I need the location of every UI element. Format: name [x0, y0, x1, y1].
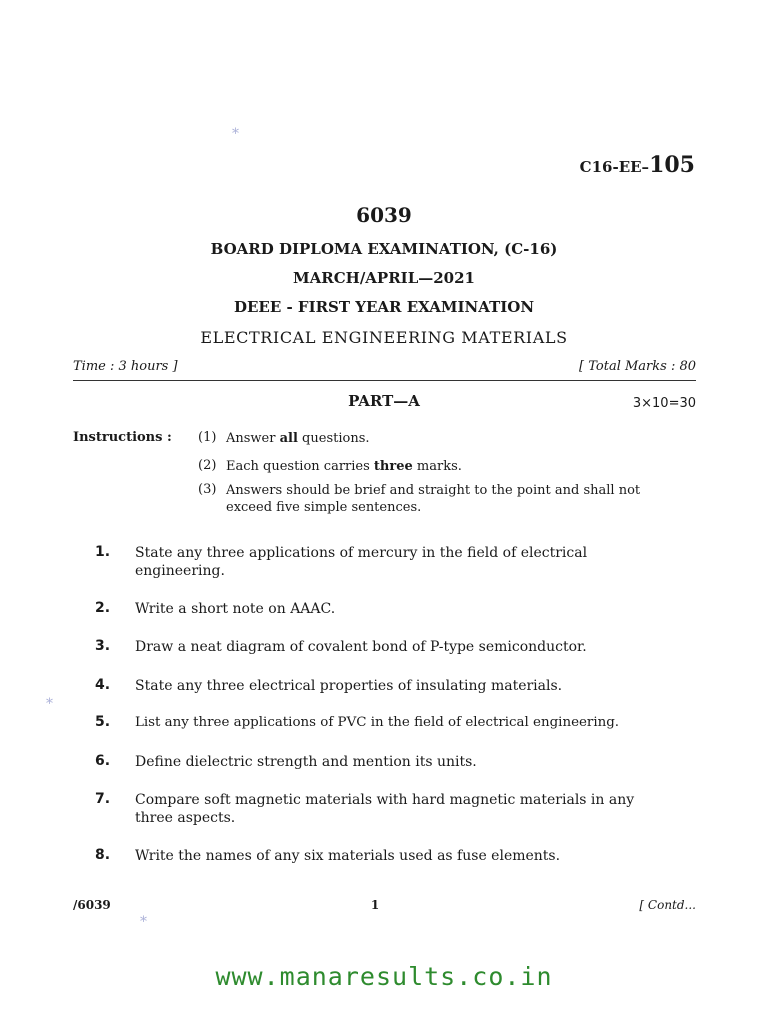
question-number: 8. [95, 847, 111, 863]
question-text: State any three electrical properties of insulating materials. [135, 678, 563, 694]
instructions-label: Instructions : [73, 430, 172, 445]
instruction-item [198, 482, 688, 516]
instructions-list [198, 430, 688, 527]
page-number: 1 [370, 898, 380, 912]
total-marks: [ Total Marks : 80 [579, 359, 696, 374]
question-number: 6. [95, 753, 111, 769]
question-number: 3. [95, 638, 111, 654]
question-number: 7. [95, 791, 111, 807]
question-text: Draw a neat diagram of covalent bond of P-type semiconductor. [135, 639, 587, 655]
question-text: Write the names of any six materials used as fuse elements. [135, 848, 561, 864]
part-marks: 3×10=30 [632, 396, 696, 411]
subject-title: ELECTRICAL ENGINEERING MATERIALS [200, 328, 568, 347]
question-number: 4. [95, 677, 111, 693]
continued-note: [ Contd... [639, 898, 696, 912]
instruction-item [198, 458, 688, 475]
instruction-number: (3) [198, 482, 217, 497]
question-item [95, 600, 665, 618]
part-title: PART—A [348, 392, 420, 410]
page-footer [73, 898, 696, 912]
question-text: Compare soft magnetic materials with hard magnetic materials in any three aspects. [135, 792, 635, 826]
question-text: State any three applications of mercury in the field of electrical engineering. [135, 545, 588, 579]
paper-code-prefix: C16-EE– [579, 158, 650, 176]
question-item [95, 677, 665, 695]
instruction-emphasis: all [279, 431, 298, 446]
exam-session: MARCH/APRIL—2021 [293, 269, 475, 287]
question-item [95, 791, 665, 827]
question-item [95, 847, 665, 865]
question-number: 5. [95, 714, 111, 730]
exam-board-title: BOARD DIPLOMA EXAMINATION, (C-16) [210, 240, 558, 258]
question-text: Write a short note on AAAC. [135, 601, 336, 617]
watermark-url: www.manaresults.co.in [215, 962, 553, 991]
divider [73, 380, 696, 381]
instruction-text: Answers should be brief and straight to the point and shall not exceed five simple sentences. [226, 483, 641, 515]
instruction-text [226, 430, 370, 447]
paper-number: 6039 [356, 203, 412, 227]
question-item [95, 714, 665, 732]
question-item [95, 753, 665, 771]
footer-paper-code: /6039 [73, 898, 111, 912]
star-mark-icon: * [46, 696, 53, 712]
paper-code [580, 152, 695, 178]
instruction-text-part: Answer [226, 431, 280, 446]
instruction-item [198, 430, 688, 447]
question-number: 2. [95, 600, 111, 616]
question-text: Define dielectric strength and mention its units. [135, 754, 477, 770]
instruction-text [226, 458, 462, 475]
question-text: List any three applications of PVC in the field of electrical engineering. [135, 715, 620, 730]
instruction-emphasis: three [373, 459, 413, 474]
instruction-text-part: questions. [297, 431, 370, 446]
star-mark-icon: * [140, 914, 147, 930]
time-allowed: Time : 3 hours ] [73, 359, 178, 374]
question-item [95, 638, 665, 656]
instruction-text-part: Each question carries [226, 459, 374, 474]
paper-code-number: 105 [649, 152, 695, 178]
star-mark-icon: * [232, 126, 239, 142]
instruction-text-part: marks. [412, 459, 462, 474]
instruction-number: (2) [198, 458, 217, 473]
question-number: 1. [95, 544, 111, 560]
instruction-number: (1) [198, 430, 217, 445]
question-item [95, 544, 665, 580]
exam-year: DEEE - FIRST YEAR EXAMINATION [233, 298, 535, 316]
time-marks-line [73, 359, 696, 374]
